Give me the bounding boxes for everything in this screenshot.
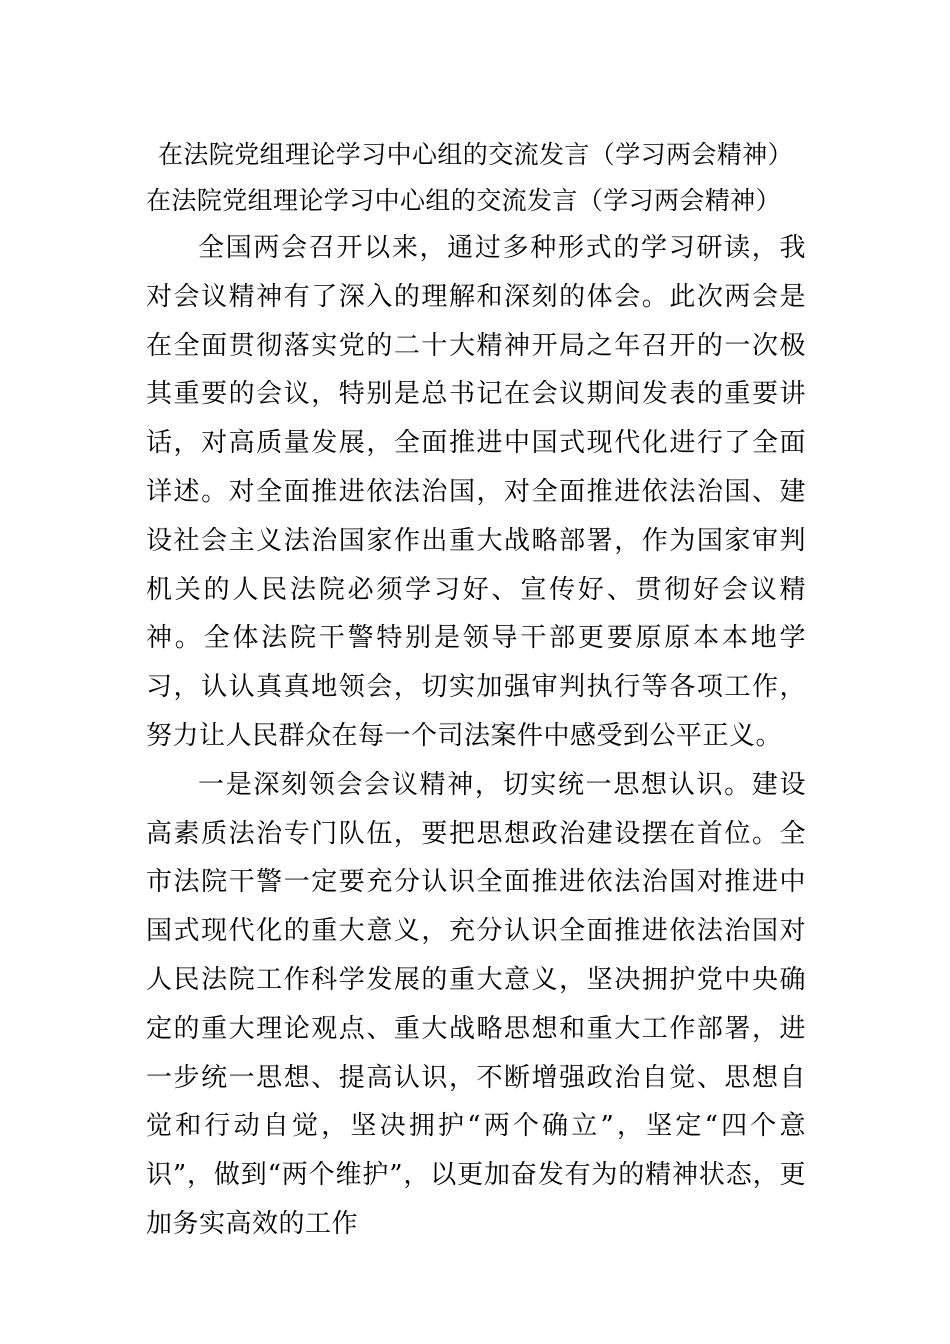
document-page [146,132,806,1249]
document-title: 在法院党组理论学习中心组的交流发言（学习两会精神） [158,140,794,169]
body-paragraph-intro: 全国两会召开以来，通过多种形式的学习研读，我对会议精神有了深入的理解和深刻的体会。此次两会是在全面贯彻落实党的二十大精神开局之年召开的一次极其重要的会议，特别是总书记在会议期间发表的重要讲话，对高质量发展，全面推进中国式现代化进行了全面详述。对全面推进依法治国，对全面推进依法治国、建设社会主义法治国家作出重大战略部署，作为国家审判机关的人民法院必须学习好、宣传好、贯彻好会议精神。全体法院干警特别是领导干部更要原原本本地学习，认认真真地领会，切实加强审判执行等各项工作，努力让人民群众在每一个司法案件中感受到公平正义。 [146,233,806,751]
body-paragraph-point-one: 一是深刻领会会议精神，切实统一思想认识。建设高素质法治专门队伍，要把思想政治建设摆在首位。全市法院干警一定要充分认识全面推进依法治国对推进中国式现代化的重大意义，充分认识全面推进依法治国对人民法院工作科学发展的重大意义，坚决拥护党中央确定的重大理论观点、重大战略思想和重大工作部署，进一步统一思想、提高认识，不断增强政治自觉、思想自觉和行动自觉，坚决拥护“两个确立”，坚定“四个意识”，做到“两个维护”，以更加奋发有为的精神状态，更加务实高效的工作 [146,769,806,1239]
document-title-repeat: 在法院党组理论学习中心组的交流发言（学习两会精神） [146,186,782,215]
